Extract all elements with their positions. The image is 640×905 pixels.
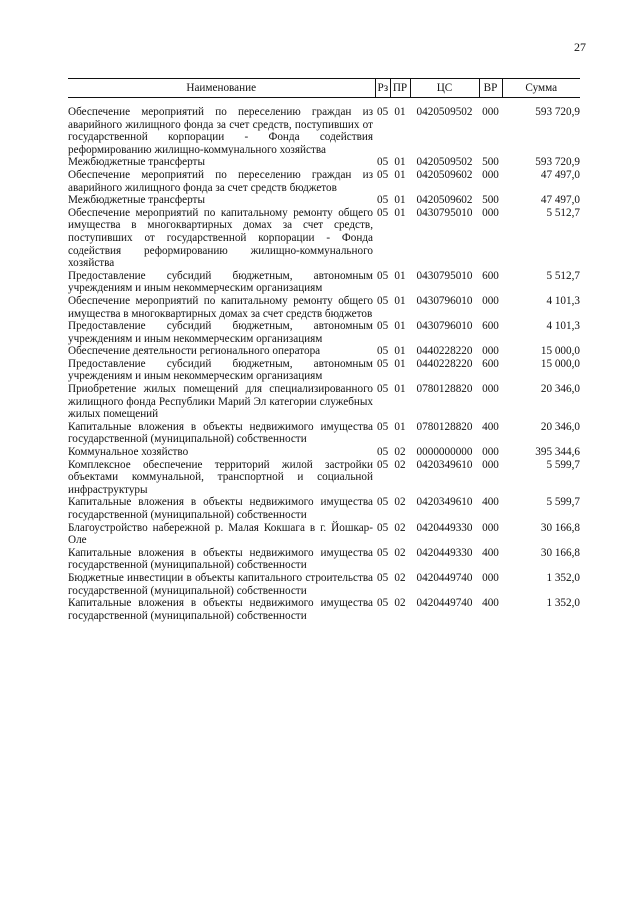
cell-name: Бюджетные инвестиции в объекты капитального строительства государственной (муниципальной) собственности [68, 571, 373, 597]
cell-cs: 0420449740 [416, 571, 473, 584]
cell-pr: 02 [394, 446, 406, 459]
cell-pr: 01 [394, 320, 406, 333]
cell-pr: 01 [394, 383, 406, 396]
cell-rz: 05 [377, 156, 389, 169]
cell-pr: 01 [394, 294, 406, 307]
cell-vr: 400 [482, 597, 499, 610]
cell-pr: 02 [394, 521, 406, 534]
table-row [68, 446, 580, 459]
cell-sum: 5 512,7 [546, 206, 580, 219]
cell-pr: 01 [394, 106, 406, 118]
table-row [68, 383, 580, 421]
cell-vr: 000 [482, 206, 499, 219]
cell-name: Обеспечение мероприятий по капитальному ремонту общего имущества в многоквартирных домах за счет средств бюджетов [68, 294, 373, 320]
cell-sum: 593 720,9 [535, 106, 580, 118]
cell-vr: 000 [482, 458, 499, 471]
cell-sum: 47 497,0 [540, 194, 580, 207]
cell-rz: 05 [377, 320, 389, 333]
budget-table [68, 78, 580, 622]
cell-pr: 02 [394, 571, 406, 584]
cell-vr: 000 [482, 521, 499, 534]
cell-name: Предоставление субсидий бюджетным, автономным учреждениям и иным некоммерческим организациям [68, 357, 373, 383]
cell-sum: 5 512,7 [546, 269, 580, 282]
header-pr: ПР [390, 79, 410, 98]
cell-name: Капитальные вложения в объекты недвижимого имущества государственной (муниципальной) собственности [68, 420, 373, 446]
cell-cs: 0430795010 [416, 269, 473, 282]
cell-rz: 05 [377, 206, 389, 219]
cell-pr: 02 [394, 597, 406, 610]
cell-name: Обеспечение мероприятий по переселению граждан из аварийного жилищного фонда за счет средств, поступивших от государственной корпорации - Фонда содействия реформированию жилищно-коммунального хозяйства [68, 106, 373, 156]
cell-cs: 0000000000 [416, 446, 473, 459]
cell-cs: 0420449330 [416, 546, 473, 559]
table-row [68, 597, 580, 622]
table-header [68, 79, 580, 107]
cell-name: Предоставление субсидий бюджетным, автономным учреждениям и иным некоммерческим организациям [68, 269, 373, 295]
cell-vr: 000 [482, 294, 499, 307]
cell-pr: 01 [394, 206, 406, 219]
cell-name: Комплексное обеспечение территорий жилой застройки объектами коммунальной, транспортной и социальной инфраструктуры [68, 458, 373, 496]
cell-sum: 47 497,0 [540, 168, 580, 181]
cell-name: Межбюджетные трансферты [68, 156, 205, 169]
table-row [68, 572, 580, 597]
cell-vr: 000 [482, 383, 499, 396]
cell-rz: 05 [377, 168, 389, 181]
cell-rz: 05 [377, 269, 389, 282]
cell-cs: 0420449740 [416, 597, 473, 610]
table-row [68, 522, 580, 547]
cell-pr: 01 [394, 420, 406, 433]
header-sum: Сумма [502, 79, 580, 98]
cell-vr: 000 [482, 571, 499, 584]
cell-cs: 0420349610 [416, 496, 473, 509]
cell-cs: 0420349610 [416, 458, 473, 471]
cell-name: Капитальные вложения в объекты недвижимого имущества государственной (муниципальной) собственности [68, 496, 373, 521]
cell-rz: 05 [377, 420, 389, 433]
cell-rz: 05 [377, 383, 389, 396]
cell-rz: 05 [377, 446, 389, 459]
cell-cs: 0430796010 [416, 294, 473, 307]
cell-cs: 0440228220 [416, 345, 473, 358]
table-row [68, 194, 580, 207]
cell-vr: 500 [482, 194, 499, 207]
cell-vr: 600 [482, 269, 499, 282]
cell-rz: 05 [377, 357, 389, 370]
cell-vr: 000 [482, 106, 499, 118]
cell-sum: 30 166,8 [540, 546, 580, 559]
cell-vr: 500 [482, 156, 499, 169]
header-vr: ВР [479, 79, 502, 98]
cell-name: Капитальные вложения в объекты недвижимого имущества государственной (муниципальной) собственности [68, 546, 373, 572]
cell-sum: 4 101,3 [546, 320, 580, 333]
cell-vr: 400 [482, 496, 499, 509]
cell-cs: 0420509602 [416, 168, 473, 181]
cell-sum: 593 720,9 [535, 156, 580, 169]
cell-cs: 0420509502 [416, 156, 473, 169]
cell-rz: 05 [377, 521, 389, 534]
table-row [68, 270, 580, 295]
cell-cs: 0430795010 [416, 206, 473, 219]
cell-pr: 02 [394, 546, 406, 559]
cell-vr: 600 [482, 320, 499, 333]
cell-pr: 01 [394, 357, 406, 370]
cell-cs: 0780128820 [416, 420, 473, 433]
cell-rz: 05 [377, 496, 389, 509]
cell-rz: 05 [377, 546, 389, 559]
cell-name: Обеспечение мероприятий по переселению граждан из аварийного жилищного фонда за счет средств бюджетов [68, 168, 373, 194]
cell-name: Обеспечение мероприятий по капитальному ремонту общего имущества в многоквартирных домах за счет средств, поступивших от государственной корпорации - Фонда содействия реформированию жилищно-коммунального хозяйства [68, 206, 373, 270]
header-rz: Рз [375, 79, 390, 98]
cell-sum: 5 599,7 [546, 496, 580, 509]
cell-name: Обеспечение деятельности регионального оператора [68, 345, 321, 358]
cell-rz: 05 [377, 106, 389, 118]
cell-pr: 02 [394, 496, 406, 509]
cell-sum: 1 352,0 [546, 571, 580, 584]
header-name: Наименование [68, 79, 375, 98]
cell-cs: 0430796010 [416, 320, 473, 333]
cell-name: Коммунальное хозяйство [68, 446, 189, 459]
cell-sum: 4 101,3 [546, 294, 580, 307]
table-row [68, 295, 580, 320]
table-row [68, 547, 580, 572]
cell-cs: 0420449330 [416, 521, 473, 534]
cell-sum: 395 344,6 [535, 446, 580, 459]
cell-name: Межбюджетные трансферты [68, 194, 205, 207]
cell-pr: 01 [394, 168, 406, 181]
cell-rz: 05 [377, 194, 389, 207]
cell-rz: 05 [377, 294, 389, 307]
cell-vr: 400 [482, 420, 499, 433]
cell-sum: 30 166,8 [540, 521, 580, 534]
cell-cs: 0420509602 [416, 194, 473, 207]
cell-sum: 15 000,0 [540, 345, 580, 358]
table-row [68, 106, 580, 156]
cell-pr: 01 [394, 345, 406, 358]
table-row [68, 169, 580, 194]
cell-sum: 20 346,0 [540, 383, 580, 396]
cell-vr: 000 [482, 345, 499, 358]
page-number: 27 [574, 40, 586, 54]
table-row [68, 207, 580, 270]
cell-cs: 0780128820 [416, 383, 473, 396]
cell-cs: 0420509502 [416, 106, 473, 118]
cell-sum: 15 000,0 [540, 357, 580, 370]
table-row [68, 345, 580, 358]
cell-rz: 05 [377, 571, 389, 584]
cell-rz: 05 [377, 597, 389, 610]
cell-pr: 02 [394, 458, 406, 471]
cell-pr: 01 [394, 194, 406, 207]
cell-pr: 01 [394, 156, 406, 169]
cell-vr: 000 [482, 168, 499, 181]
table-row [68, 320, 580, 345]
table-row [68, 358, 580, 383]
table-row [68, 421, 580, 446]
table-row [68, 496, 580, 521]
table-body [68, 106, 580, 622]
cell-sum: 1 352,0 [546, 597, 580, 610]
table-row [68, 156, 580, 169]
cell-vr: 000 [482, 446, 499, 459]
cell-name: Приобретение жилых помещений для специализированного жилищного фонда Республики Марий Эл категории служебных жилых помещений [68, 383, 373, 421]
cell-vr: 400 [482, 546, 499, 559]
cell-cs: 0440228220 [416, 357, 473, 370]
cell-name: Капитальные вложения в объекты недвижимого имущества государственной (муниципальной) собственности [68, 597, 373, 622]
cell-name: Предоставление субсидий бюджетным, автономным учреждениям и иным некоммерческим организациям [68, 320, 373, 345]
cell-name: Благоустройство набережной р. Малая Кокшага в г. Йошкар-Оле [68, 521, 373, 547]
cell-rz: 05 [377, 458, 389, 471]
cell-pr: 01 [394, 269, 406, 282]
cell-rz: 05 [377, 345, 389, 358]
cell-vr: 600 [482, 357, 499, 370]
cell-sum: 20 346,0 [540, 420, 580, 433]
cell-sum: 5 599,7 [546, 458, 580, 471]
header-cs: ЦС [410, 79, 479, 98]
table-row [68, 459, 580, 497]
